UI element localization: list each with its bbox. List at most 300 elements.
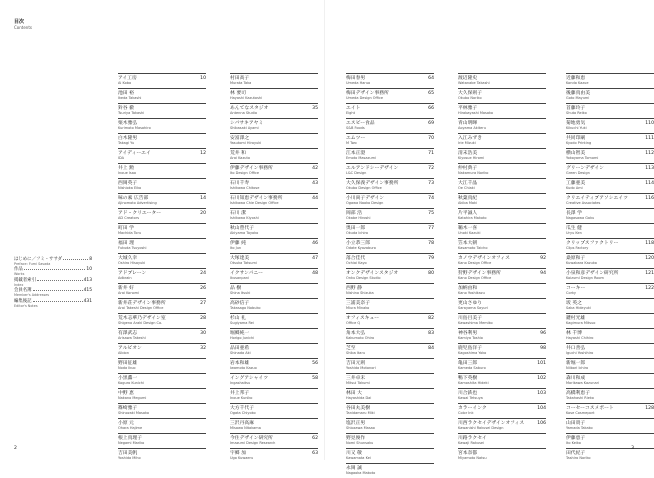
entry-name-en: Umeda Haruo (346, 80, 371, 85)
index-entry (458, 388, 546, 403)
index-entry (118, 358, 206, 373)
index-entry (458, 283, 546, 298)
entry-name-ja: 鍵村光雄 (566, 315, 586, 321)
index-entry (566, 103, 654, 118)
entry-name-en: Nagasawa Gaku (566, 215, 595, 220)
entry-name-ja: 今住デザイン研究所 (230, 435, 273, 441)
entry-name-en: Shibasaki Ayami (230, 125, 259, 130)
entry-name-en: Sarayama Sayuri (458, 305, 488, 310)
entry-name-ja: 伊藤 純 (230, 240, 246, 246)
entry-name-en: Yoshida Motonori (346, 365, 376, 370)
entry-name-ja: 川島目美子 (458, 315, 482, 321)
entry-page: 47 (312, 255, 318, 261)
toc-leader (24, 269, 86, 270)
entry-name-en: Ochiai Kayo (346, 260, 367, 265)
entry-name-ja: 鈴谷 徹 (118, 105, 134, 111)
index-entry (346, 313, 434, 328)
entry-page: 35 (312, 105, 318, 111)
entry-name-en: Hayashi Kazutoshi (230, 95, 263, 100)
entry-page: 44 (312, 195, 318, 201)
entry-page: 94 (540, 270, 546, 276)
entry-name-ja: 大江千晶 (458, 180, 478, 186)
table-of-contents (14, 258, 92, 310)
entry-name-en: Kamoshita Hideki (458, 380, 489, 385)
entry-name-en: Nakano Megumi (118, 395, 147, 400)
index-entry (230, 133, 318, 148)
entry-page: 42 (312, 165, 318, 171)
entry-name-ja: 大久保義デザイン事務所 (346, 180, 399, 186)
entry-name-en: Kakumoto Ohiro (346, 335, 375, 340)
entry-name-ja: 工藤亜美 (566, 180, 586, 186)
index-entry (230, 283, 318, 298)
index-entry (566, 283, 654, 298)
entry-name-ja: 味の素 広告部 (118, 195, 149, 201)
entry-name-ja: 小原 元 (118, 420, 134, 426)
index-entry (458, 208, 546, 223)
entry-name-ja: 青山明暉 (458, 120, 478, 126)
index-entry (566, 403, 654, 418)
entry-name-en: S&B Foods (346, 125, 365, 130)
entry-name-en: Hayashi Chihiro (566, 335, 594, 340)
entry-name-ja: 谷田丸美樹 (346, 405, 370, 411)
entry-name-en: Imazumi Design Research (230, 440, 276, 445)
entry-name-ja: 山田貴子 (566, 420, 586, 426)
index-entry (346, 88, 434, 103)
entry-name-en: Akiba Maki (458, 200, 478, 205)
entry-name-ja: 更山さゆり (458, 300, 482, 306)
entry-name-ja: オンクデザインスタジオ (346, 270, 399, 276)
toc-page: 8 (89, 257, 92, 262)
entry-name-en: Yokoyama Tomomi (566, 155, 599, 160)
index-entry (458, 448, 546, 463)
entry-name-en: Ingashaitsu (230, 380, 251, 385)
index-column (346, 73, 434, 478)
index-entry (346, 103, 434, 118)
index-entry (118, 328, 206, 343)
contents-header (14, 20, 32, 30)
index-entry (230, 343, 318, 358)
entry-name-ja: 森川和成 (566, 375, 586, 381)
entry-name-ja: アド・クリエーター (118, 210, 162, 216)
index-entry (118, 418, 206, 433)
entry-name-ja: 野田征雄 (118, 360, 138, 366)
entry-page: 46 (312, 240, 318, 246)
entry-name-en: Horigo Junichi (230, 335, 255, 340)
entry-name-ja: 岡部 浩 (346, 210, 362, 216)
index-entry (566, 178, 654, 193)
entry-page: 111 (645, 135, 654, 141)
entry-name-en: Iguchi Yoshihiro (566, 350, 594, 355)
entry-name-en: Uryu Ken (566, 230, 582, 235)
index-entry (346, 223, 434, 238)
entry-name-en: Tsuriya Takashi (118, 110, 145, 115)
index-entry (346, 463, 434, 478)
entry-name-ja: 鹿児島洋子 (458, 345, 482, 351)
toc-title: 作品 (14, 267, 23, 273)
entry-name-ja: 林 千博 (566, 330, 582, 336)
index-entry (118, 448, 206, 463)
entry-name-en: Fukuda Tsuyoshi (118, 245, 147, 250)
toc-subtitle: Editor's Notes (14, 303, 38, 308)
entry-name-en: Ishikawa Chie Design Office (230, 200, 279, 205)
entry-name-en: Adbrain (118, 275, 132, 280)
entry-name-ja: 小立恭三郎 (346, 240, 370, 246)
entry-page: 75 (428, 210, 434, 216)
entry-name-ja: 大久保則子 (458, 90, 482, 96)
entry-name-ja: クリエイティブアソシエイツ (566, 195, 628, 201)
toc-leader (33, 290, 83, 291)
index-entry (118, 388, 206, 403)
entry-name-ja: 横山智美 (566, 150, 586, 156)
entry-name-en: Nishino Shizuka (346, 290, 374, 295)
entry-name-ja: 井上邦子 (230, 390, 250, 396)
entry-name-en: Ishikawa Kiyoshi (230, 215, 259, 220)
entry-name-en: Machida Toru (118, 230, 142, 235)
index-entry (230, 118, 318, 133)
toc-page: 431 (83, 298, 92, 304)
index-entry (230, 328, 318, 343)
entry-name-ja: 町田 学 (118, 225, 134, 231)
entry-name-en: Misawa Nitakama (230, 425, 261, 430)
entry-name-en: Shuto Reiko (566, 110, 587, 115)
index-entry (458, 328, 546, 343)
entry-name-ja: 塩沢正男 (346, 420, 366, 426)
index-entry (230, 208, 318, 223)
entry-page: 84 (428, 345, 434, 351)
index-entry (566, 358, 654, 373)
entry-page: 79 (428, 255, 434, 261)
index-entry (566, 328, 654, 343)
entry-page: 64 (428, 75, 434, 81)
entry-name-ja: 大方千代子 (230, 405, 254, 411)
entry-page: 113 (645, 165, 654, 171)
index-entry (566, 268, 654, 283)
entry-name-ja: 有澤武志 (118, 330, 138, 336)
entry-name-ja: 川合鉄也 (458, 390, 478, 396)
entry-name-en: Kasamoto Taicho (458, 245, 488, 250)
entry-name-en: Otsuka Tatsumi (230, 260, 257, 265)
index-entry (566, 148, 654, 163)
entry-page: 27 (200, 300, 206, 306)
entry-name-ja: イングアシャイツ (230, 375, 268, 381)
entry-name-en: Okubo Noriko (458, 95, 482, 100)
entry-name-ja: 井口善弘 (566, 345, 586, 351)
entry-page: 120 (645, 255, 654, 261)
entry-name-en: Ishikawa Chitose (230, 185, 260, 190)
index-entry (118, 133, 206, 148)
index-entry (118, 403, 206, 418)
contents-subtitle: Contents (14, 24, 32, 30)
entry-page: 116 (645, 195, 654, 201)
entry-name-en: Yasutomi Hiroyuki (230, 140, 262, 145)
entry-name-ja: 小泉和彦デザイン研究所 (566, 270, 619, 276)
entry-name-en: M Two (346, 140, 357, 145)
entry-name-ja: グリーンデザイン (566, 165, 604, 171)
entry-name-en: Inoue Kuniko (230, 395, 253, 400)
entry-name-en: Iwamoto Kazuo (230, 365, 257, 370)
entry-name-en: Kawashima Memiko (458, 320, 493, 325)
entry-name-en: Emoto Masazumi (346, 155, 376, 160)
index-entry (458, 373, 546, 388)
entry-page: 102 (537, 375, 546, 381)
toc-subtitle: Works (14, 272, 25, 277)
entry-name-ja: 伊藤デザイン事務所 (230, 165, 273, 171)
index-entry (458, 148, 546, 163)
page-spine (324, 0, 325, 460)
entry-page: 26 (200, 285, 206, 291)
index-entry (458, 88, 546, 103)
entry-name-en: Albion (118, 350, 129, 355)
entry-name-ja: 亀田三郎 (458, 360, 478, 366)
entry-name-en: Tanidamaru Miki (346, 410, 375, 415)
entry-name-ja: 秋葉真紀 (458, 195, 478, 201)
entry-page: 128 (645, 405, 654, 411)
entry-page: 114 (645, 180, 654, 186)
entry-name-en: Murata Taka (230, 80, 252, 85)
entry-page: 104 (537, 405, 546, 411)
entry-name-ja: 荒木志華乃デザイン室 (118, 315, 166, 321)
page-number-right: 3 (631, 446, 634, 451)
entry-name-ja: 三井卓未 (346, 375, 366, 381)
entry-name-en: Kano Design Office (458, 275, 492, 280)
index-entry (458, 193, 546, 208)
entry-name-en: Shiba Itaru (346, 350, 366, 355)
index-entry (458, 103, 546, 118)
toc-leader (33, 301, 83, 302)
entry-name-en: Ikeda Takashi (118, 95, 142, 100)
index-entry (346, 448, 434, 463)
entry-name-ja: 西野 静 (346, 285, 362, 291)
entry-name-en: Shinada Aki (230, 350, 251, 355)
index-entry (458, 418, 546, 433)
entry-name-en: Tashiro Noriko (566, 455, 591, 460)
index-entry (230, 448, 318, 463)
entry-name-ja: シバサキアヤミ (230, 120, 264, 126)
index-entry (118, 178, 206, 193)
index-entry (230, 253, 318, 268)
index-entry (118, 298, 206, 313)
entry-name-en: Okabe Hiroshi (346, 215, 371, 220)
entry-name-ja: 長澤 学 (566, 210, 582, 216)
entry-page: 110 (645, 120, 654, 126)
entry-name-ja: 後藤真由美 (566, 90, 590, 96)
entry-name-ja: 芝至 (346, 345, 356, 351)
entry-page: 77 (428, 225, 434, 231)
entry-page: 72 (428, 165, 434, 171)
entry-name-ja: コーキー (566, 285, 586, 291)
index-entry (230, 193, 318, 208)
entry-name-en: Corky (566, 290, 576, 295)
toc-subtitle: Member's Addresses (14, 293, 50, 298)
index-entry (566, 133, 654, 148)
entry-name-en: Ugo Kuwaeru (230, 455, 254, 460)
entry-name-en: Antenna Studio (230, 110, 257, 115)
index-entry (230, 418, 318, 433)
index-entry (458, 298, 546, 313)
entry-page: 83 (428, 330, 434, 336)
entry-page: 12 (200, 150, 206, 156)
entry-name-ja: カノウデザインオフィス (458, 255, 510, 261)
entry-name-en: Miura Minako (346, 305, 370, 310)
index-column (458, 73, 546, 463)
entry-name-ja: 大城久幸 (118, 255, 138, 261)
toc-subtitle: Preface: Fumi Sasada (14, 261, 51, 266)
toc-page: 415 (83, 288, 92, 294)
index-entry (566, 448, 654, 463)
entry-name-en: IDA (118, 155, 125, 160)
index-entry (346, 163, 434, 178)
toc-leader (37, 280, 83, 281)
index-entry (230, 103, 318, 118)
index-entry (230, 268, 318, 283)
entry-name-en: Oe Chiaki (458, 185, 475, 190)
index-entry (118, 283, 206, 298)
entry-name-ja: 笠本大朝 (458, 240, 478, 246)
entry-page: 69 (428, 120, 434, 126)
index-entry (458, 358, 546, 373)
entry-name-ja: 堀郷純一 (230, 330, 250, 336)
entry-name-en: Okubo Design Office (346, 185, 382, 190)
entry-name-en: Katahira Makoto (458, 215, 487, 220)
index-entry (118, 373, 206, 388)
entry-name-ja: 大塚達美 (230, 255, 250, 261)
entry-name-en: Takahashi Rieko (566, 395, 594, 400)
entry-name-ja: 荒井 和 (230, 150, 246, 156)
entry-name-en: Ito Jun (230, 245, 242, 250)
index-entry (118, 163, 206, 178)
entry-name-en: Inoue Isao (118, 170, 137, 175)
entry-name-en: Ogawa Naoko Design (346, 200, 384, 205)
entry-name-en: Kose Cosmeport (566, 410, 595, 415)
entry-page: 20 (200, 210, 206, 216)
entry-name-en: Kuwabara Kazuko (566, 260, 597, 265)
entry-name-en: Negami Mariko (118, 440, 145, 445)
entry-name-en: Koizumi Design Room (566, 275, 604, 280)
index-entry (346, 328, 434, 343)
entry-page: 32 (200, 345, 206, 351)
entry-name-ja: あんてなスタジオ (230, 105, 269, 111)
entry-name-ja: エムツー (346, 135, 366, 141)
index-entry (118, 208, 206, 223)
index-entry (458, 118, 546, 133)
entry-page: 70 (428, 135, 434, 141)
entry-name-en: AD Creators (118, 215, 140, 220)
entry-name-en: Arai Kazuto (230, 155, 251, 160)
index-entry (346, 298, 434, 313)
entry-name-en: Kiyosue Hiromi (458, 155, 485, 160)
entry-name-ja: 白木隆男 (118, 135, 138, 141)
entry-name-en: Shiozawa Masao (346, 425, 375, 430)
entry-name-ja: イクサンパニー (230, 270, 263, 276)
entry-page: 121 (645, 270, 654, 276)
entry-name-en: Miyamoto Natsu (458, 455, 487, 460)
index-entry (346, 178, 434, 193)
entry-name-ja: 加納由和 (458, 285, 478, 291)
entry-name-en: Nagaoka Makoto (346, 470, 376, 475)
toc-title: 掲載者索引 (14, 277, 36, 283)
entry-name-ja: 宮本奈都 (458, 450, 478, 456)
entry-name-en: L&C Design (346, 170, 367, 175)
entry-name-en: Kawaji Rakusei (458, 440, 485, 445)
entry-page: 80 (428, 270, 434, 276)
index-entry (346, 148, 434, 163)
entry-name-ja: アドブレーン (118, 270, 147, 276)
entry-name-en: Umeda Design Office (346, 95, 384, 100)
index-entry (118, 73, 206, 88)
entry-page: 28 (200, 315, 206, 321)
entry-page: 118 (645, 240, 654, 246)
entry-name-en: Koguro Kunichi (118, 380, 144, 385)
entry-page: 65 (428, 90, 434, 96)
contents-title: 目次 (14, 19, 25, 25)
entry-name-en: Ajinomoto Advertising (118, 200, 157, 205)
entry-page: 14 (200, 195, 206, 201)
index-entry (566, 313, 654, 328)
entry-name-ja: 桑原和子 (566, 255, 586, 261)
entry-name-en: Creative Associates (566, 200, 601, 205)
entry-name-en: Ai Kobo (118, 80, 132, 85)
entry-name-ja: エイト (346, 105, 361, 111)
entry-name-ja: エスビー食品 (346, 120, 375, 126)
toc-leader (63, 259, 88, 260)
index-entry (230, 358, 318, 373)
toc-page: 413 (83, 277, 92, 283)
index-entry (458, 223, 546, 238)
entry-name-ja: 角本大弘 (346, 330, 366, 336)
entry-name-en: Onku Design Studio (346, 275, 381, 280)
entry-name-ja: 坂 英之 (566, 300, 582, 306)
entry-name-en: Office Q (346, 320, 361, 325)
entry-page: 78 (428, 240, 434, 246)
entry-name-ja: 林 要司 (230, 90, 246, 96)
entry-name-ja: 神谷利男 (458, 330, 478, 336)
entry-name-ja: 清末浩美 (458, 150, 478, 156)
entry-name-ja: 入江みずき (458, 135, 482, 141)
entry-name-en: Kawai Tetsuya (458, 395, 483, 400)
entry-name-ja: 小川尚子デザイン (346, 195, 385, 201)
entry-name-ja: 新堀一郎 (566, 360, 586, 366)
entry-name-ja: 梅田デザイン事務所 (346, 90, 389, 96)
entry-name-ja: 篠崎雅子 (118, 405, 138, 411)
entry-name-en: Mitsui Takumi (346, 380, 370, 385)
entry-name-ja: 品 樹 (230, 285, 242, 291)
index-entry (458, 313, 546, 328)
index-entry (458, 403, 546, 418)
entry-name-en: Irie Mizuki (458, 140, 476, 145)
entry-name-ja: 林田 大 (346, 390, 362, 396)
entry-name-ja: 岩本和雄 (230, 360, 250, 366)
index-entry (346, 208, 434, 223)
entry-page: 30 (200, 330, 206, 336)
entry-name-ja: 杉山 礼 (230, 315, 246, 321)
entry-name-ja: カラーインク (458, 405, 487, 411)
entry-name-en: Kameda Saburo (458, 365, 486, 370)
entry-name-en: Watanabe Takashi (458, 80, 490, 85)
entry-name-ja: 新井 好 (118, 285, 134, 291)
entry-name-en: Ogata Chiyoko (230, 410, 256, 415)
entry-name-ja: 宇郷 加 (230, 450, 246, 456)
entry-name-ja: 片平誠人 (458, 210, 478, 216)
index-entry (118, 253, 206, 268)
index-entry (230, 238, 318, 253)
entry-page: 101 (537, 360, 546, 366)
entry-name-en: Aoyama Akiteru (458, 125, 486, 130)
entry-name-en: Shigeno Araki Design Co. (118, 320, 163, 325)
entry-page: 58 (312, 375, 318, 381)
entry-name-en: Okuda Ichiro (346, 230, 369, 235)
index-entry (566, 118, 654, 133)
index-entry (566, 163, 654, 178)
